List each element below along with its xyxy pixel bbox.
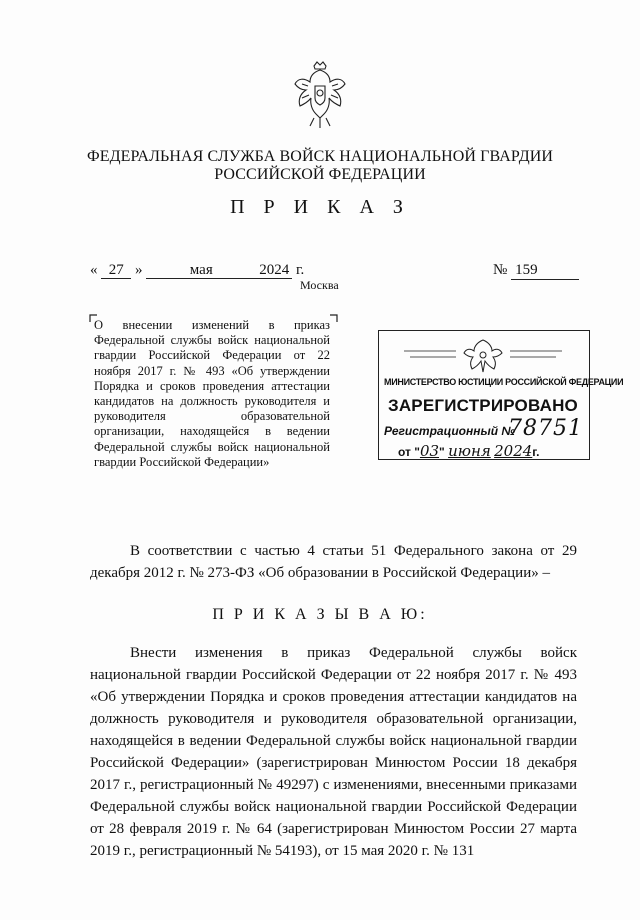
subject-bracket-right — [330, 314, 338, 322]
order-subject: О внесении изменений в приказ Федеральной службы войск национальной гвардии Российской Федерации от 22 ноября 2017 г. № 493 «Об утверждении Порядка и сроков проведения аттестации кандидатов на должность руководителя и руководителя образовательной организации, находящейся в ведении Федеральной службы войск национальной гвардии Российской Федерации» — [94, 318, 330, 469]
city: Москва — [300, 278, 339, 292]
russian-coat-of-arms-icon — [292, 60, 348, 132]
stamp-date-mid: " — [439, 445, 445, 459]
organization-name-line-2: РОССИЙСКОЙ ФЕДЕРАЦИИ — [214, 166, 426, 183]
order-date — [90, 262, 304, 279]
order-directive: П Р И К А З Ы В А Ю: — [212, 606, 428, 623]
number-label: № — [493, 262, 508, 278]
stamp-date — [398, 442, 539, 460]
stamp-date-suffix: г. — [532, 445, 540, 459]
date-quote-close: » — [135, 262, 143, 278]
stamp-date-prefix: от " — [398, 445, 420, 459]
date-year: 2024 — [256, 263, 292, 279]
preamble-paragraph: В соответствии с частью 4 статьи 51 Федерального закона от 29 декабря 2012 г. № 273-ФЗ «Об образовании в Российской Федерации» – — [90, 543, 577, 581]
order-number — [493, 262, 579, 280]
number-value: 159 — [511, 262, 579, 280]
registration-stamp — [378, 330, 624, 460]
date-month: мая — [146, 263, 256, 279]
date-year-suffix: г. — [296, 262, 305, 278]
organization-name-line-1: ФЕДЕРАЛЬНАЯ СЛУЖБА ВОЙСК НАЦИОНАЛЬНОЙ ГВАРДИИ — [86, 148, 554, 165]
body-paragraph: Внести изменения в приказ Федеральной службы войск национальной гвардии Российской Федерации от 22 ноября 2017 г. № 493 «Об утверждении Порядка и сроков проведения аттестации кандидатов на должность руководителя и руководителя образовательной организации, находящейся в ведении Федеральной службы войск национальной гвардии Российской Федерации» (зарегистрирован Минюстом России 18 декабря 2017 г., регистрационный № 49297) с изменениями, внесенными приказами Федеральной службы войск национальной гвардии Российской Федерации от 28 февраля 2019 г. № 64 (зарегистрирован Минюстом России 27 марта 2019 г., регистрационный № 54193), от 15 мая 2020 г. № 131 — [90, 645, 577, 859]
stamp-registered: ЗАРЕГИСТРИРОВАНО — [387, 396, 578, 415]
stamp-date-month: июня — [448, 442, 491, 460]
stamp-emblem-icon — [384, 336, 582, 376]
stamp-ministry: МИНИСТЕРСТВО ЮСТИЦИИ РОССИЙСКОЙ ФЕДЕРАЦИИ — [384, 377, 624, 387]
document-type-title: П Р И К А З — [230, 196, 410, 218]
date-day: 27 — [101, 263, 131, 279]
stamp-reg-label: Регистрационный № — [384, 424, 516, 438]
stamp-reg-number: 78751 — [508, 416, 583, 441]
date-quote-open: « — [90, 262, 98, 278]
stamp-date-day: 03 — [419, 442, 440, 460]
stamp-date-year: 2024 — [494, 442, 533, 460]
